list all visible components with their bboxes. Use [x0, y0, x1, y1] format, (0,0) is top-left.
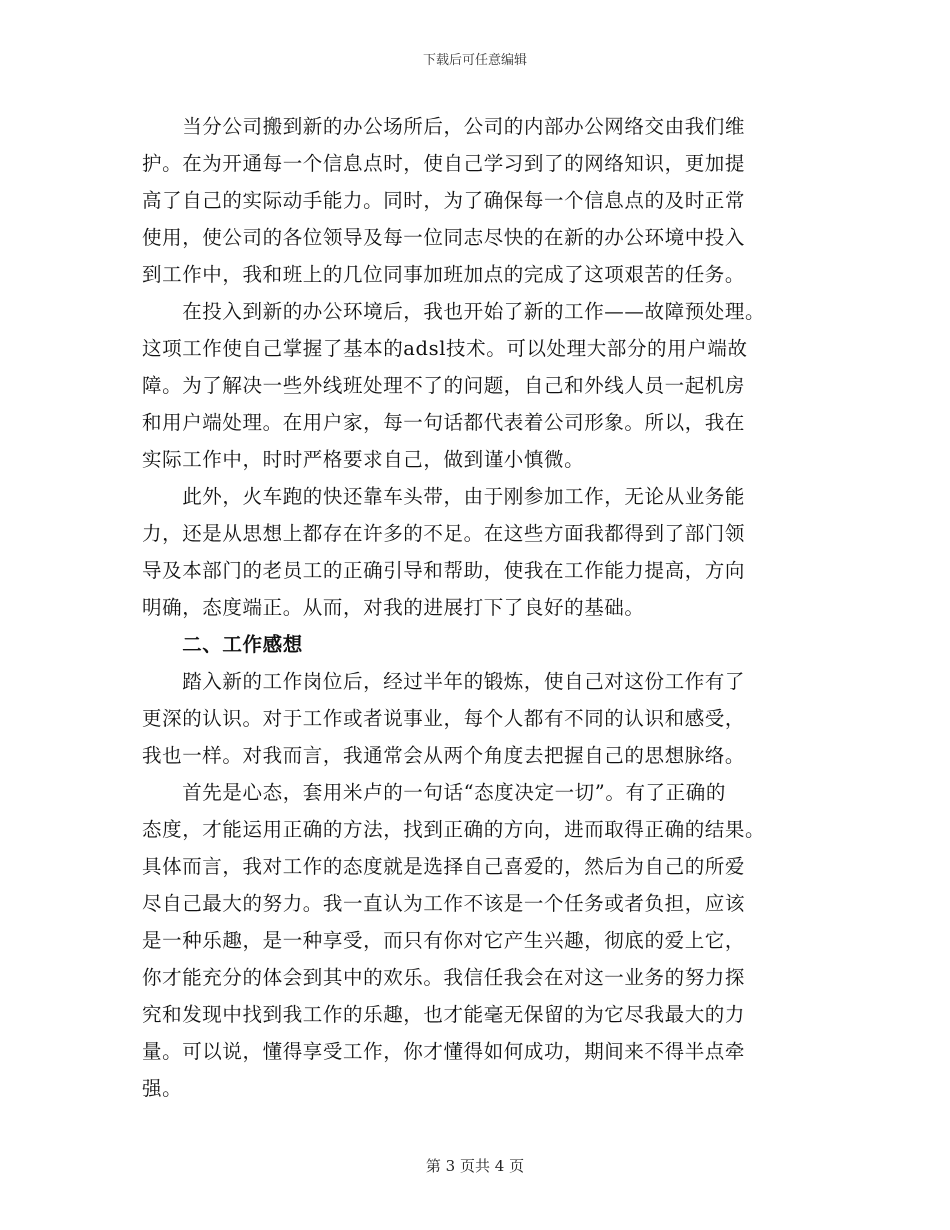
text-line: 更深的认识。对于工作或者说事业，每个人都有不同的认识和感受，	[142, 707, 746, 730]
document-body	[142, 108, 812, 1107]
text-line: 此外，火车跑的快还靠车头带，由于刚参加工作，无论从业务能	[142, 485, 746, 508]
text-line: 高了自己的实际动手能力。同时，为了确保每一个信息点的及时正常	[142, 189, 746, 212]
text-line: 护。在为开通每一个信息点时，使自己学习到了的网络知识，更加提	[142, 152, 746, 175]
text-line: 障。为了解决一些外线班处理不了的问题，自己和外线人员一起机房	[142, 374, 746, 397]
text-line: 实际工作中，时时严格要求自己，做到谨小慎微。	[142, 448, 585, 471]
text-line: 你才能充分的体会到其中的欢乐。我信任我会在对这一业务的努力探	[142, 966, 746, 989]
text-line: 是一种乐趣，是一种享受，而只有你对它产生兴趣，彻底的爱上它，	[142, 929, 746, 952]
text-line: 踏入新的工作岗位后，经过半年的锻炼，使自己对这份工作有了	[142, 670, 746, 693]
page-header: 下载后可任意编辑	[422, 53, 527, 68]
text-line: 这项工作使自己掌握了基本的adsl技术。可以处理大部分的用户端故	[142, 337, 748, 360]
text-line: 强。	[142, 1077, 183, 1100]
section-heading: 二、工作感想	[142, 633, 303, 656]
text-line: 量。可以说，懂得享受工作，你才懂得如何成功，期间来不得半点牵	[142, 1040, 746, 1063]
text-line: 究和发现中找到我工作的乐趣，也才能毫无保留的为它尽我最大的力	[142, 1003, 746, 1026]
text-line: 态度，才能运用正确的方法，找到正确的方向，进而取得正确的结果。	[142, 818, 766, 841]
text-line: 使用，使公司的各位领导及每一位同志尽快的在新的办公环境中投入	[142, 226, 746, 249]
text-line: 明确，态度端正。从而，对我的进展打下了良好的基础。	[142, 596, 645, 619]
text-line: 当分公司搬到新的办公场所后，公司的内部办公网络交由我们维	[142, 115, 746, 138]
text-line: 具体而言，我对工作的态度就是选择自己喜爱的，然后为自己的所爱	[142, 855, 746, 878]
text-line: 导及本部门的老员工的正确引导和帮助，使我在工作能力提高，方向	[142, 559, 746, 582]
page-footer: 第 3 页共 4 页	[425, 1157, 525, 1175]
text-line: 我也一样。对我而言，我通常会从两个角度去把握自己的思想脉络。	[142, 744, 746, 767]
text-line: 在投入到新的办公环境后，我也开始了新的工作——故障预处理。	[142, 300, 766, 323]
text-line: 和用户端处理。在用户家，每一句话都代表着公司形象。所以，我在	[142, 411, 746, 434]
text-line: 到工作中，我和班上的几位同事加班加点的完成了这项艰苦的任务。	[142, 263, 746, 286]
text-line: 力，还是从思想上都存在许多的不足。在这些方面我都得到了部门领	[142, 522, 746, 545]
text-line: 首先是心态，套用米卢的一句话“态度决定一切”。有了正确的	[142, 781, 726, 804]
text-line: 尽自己最大的努力。我一直认为工作不该是一个任务或者负担，应该	[142, 892, 746, 915]
